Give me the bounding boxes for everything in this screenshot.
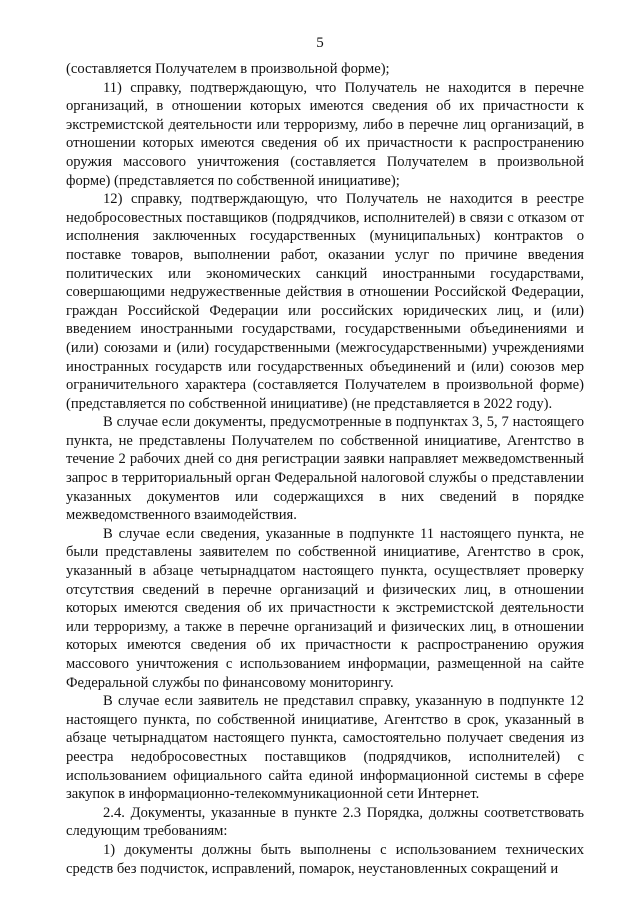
paragraph-continuation: (составляется Получателем в произвольной форме); xyxy=(66,61,390,77)
paragraph-item-11: 11) справку, подтверждающую, что Получатель не находится в перечне организаций, в отношении которых имеются сведения об их причастности к экстремистской деятельности или терроризму, либо в перечне лиц организаций, в отношении которых имеются сведения об их причастности к распространению оружия массового уничтожения (составляется Получателем в произвольной форме) (представляется по собственной инициативе); xyxy=(66,79,584,189)
page-number: 5 xyxy=(316,35,324,51)
document-body xyxy=(66,60,584,878)
paragraph-info-not-submitted: В случае если сведения, указанные в подпункте 11 настоящего пункта, не были представлены заявителем по собственной инициативе, Агентство в срок, указанный в абзаце четырнадцатом настоящего пункта, осуществляет проверку отсутствия сведений в перечне организаций и физических лиц, в отношении которых имеются сведения об их причастности к экстремистской деятельности или терроризму, а также в перечне организаций и физических лиц, в отношении которых имеются сведения об их причастности к распространению оружия массового уничтожения с использованием информации, размещенной на сайте Федеральной службы по финансовому мониторингу. xyxy=(66,525,584,691)
paragraph-documents-not-submitted: В случае если документы, предусмотренные в подпунктах 3, 5, 7 настоящего пункта, не представлены Получателем по собственной инициативе, Агентство в течение 2 рабочих дней со дня регистрации заявки направляет межведомственный запрос в территориальный орган Федеральной налоговой службы о представлении указанных документов или содержащихся в них сведений в порядке межведомственного взаимодействия. xyxy=(66,414,584,524)
paragraph-section-2-4: 2.4. Документы, указанные в пункте 2.3 Порядка, должны соответствовать следующим требованиям: xyxy=(66,804,584,840)
paragraph-requirement-1: 1) документы должны быть выполнены с использованием технических средств без подчисток, исправлений, помарок, неустановленных сокращений и xyxy=(66,841,584,877)
paragraph-item-12: 12) справку, подтверждающую, что Получатель не находится в реестре недобросовестных поставщиков (подрядчиков, исполнителей) в связи с отказом от исполнения заключенных государственных (муниципальных) контрактов о поставке товаров, выполнении работ, оказании услуг по причине введения политических или экономических санкций иностранными государствами, совершающими недружественные действия в отношении Российской Федерации, граждан Российской Федерации или российских юридических лиц, и (или) введением иностранными государствами, государственными объединениями и (или) союзами и (или) государственными (межгосударственными) учреждениями иностранных государств или государственных объединений и (или) союзов мер ограничительного характера (составляется Получателем в произвольной форме) (представляется по собственной инициативе) (не представляется в 2022 году). xyxy=(66,191,584,412)
paragraph-certificate-not-submitted: В случае если заявитель не представил справку, указанную в подпункте 12 настоящего пункта, по собственной инициативе, Агентство в срок, указанный в абзаце четырнадцатом настоящего пункта, самостоятельно получает сведения из реестра недобросовестных поставщиков (подрядчиков, исполнителей) с использованием официального сайта единой информационной системы в сфере закупок в информационно-телекоммуникационной сети Интернет. xyxy=(66,693,584,803)
